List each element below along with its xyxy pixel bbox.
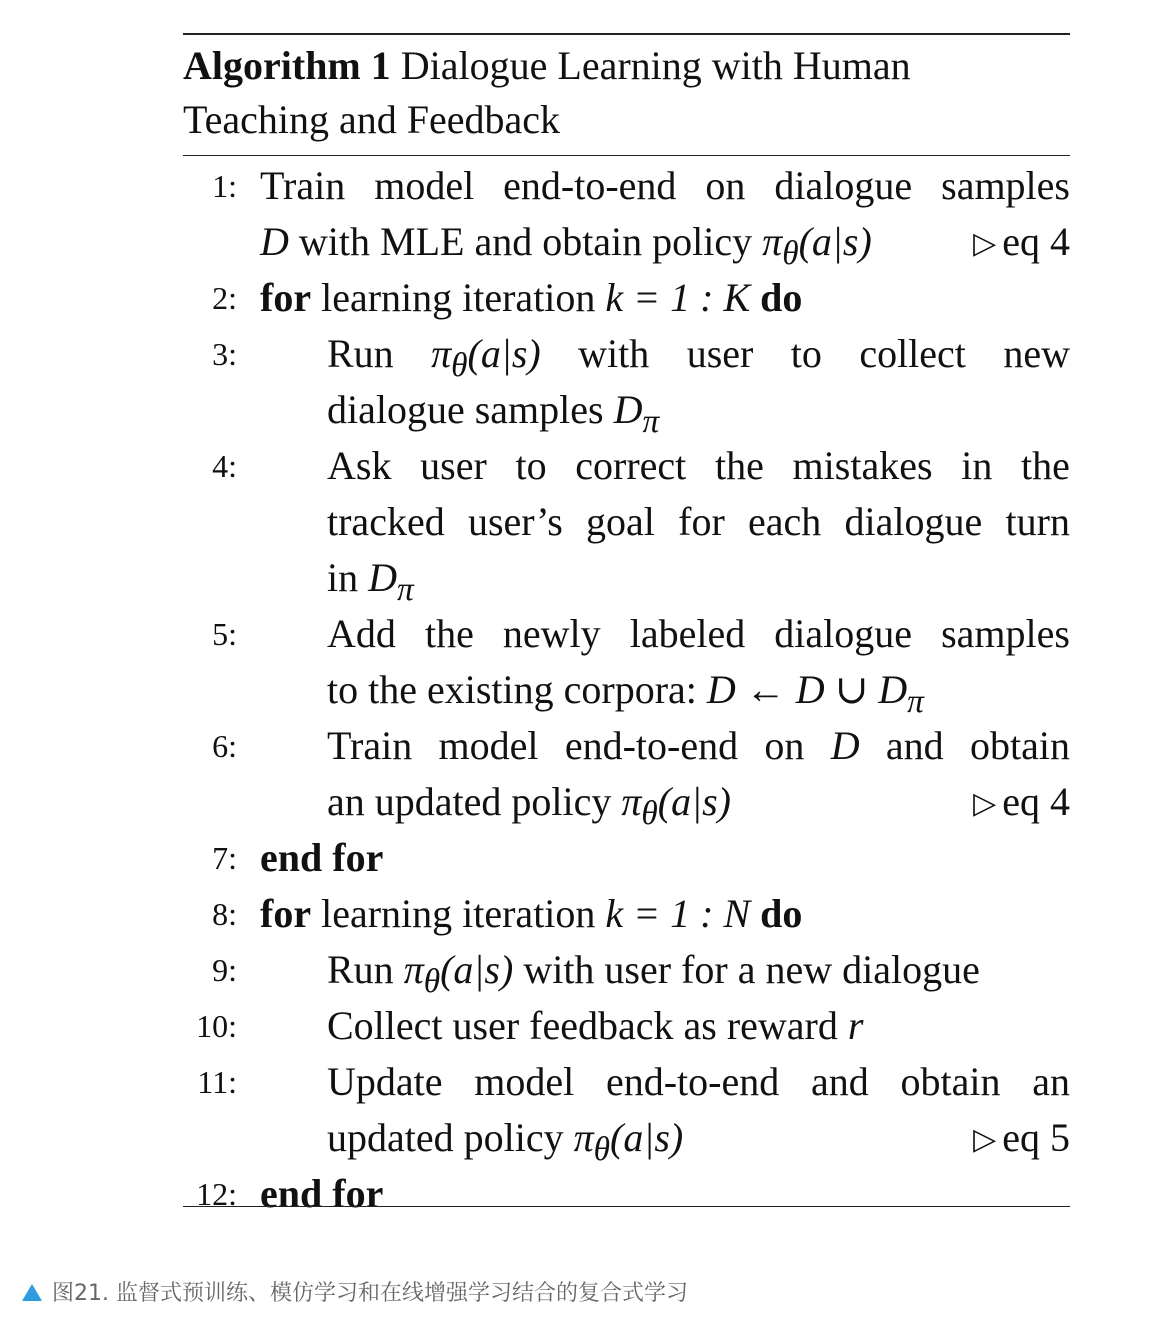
step-11-line-1: 11: Update model end-to-end and obtain an (197, 1059, 1070, 1104)
step-10-line-1: 10: Collect user feedback as reward r (196, 1003, 864, 1048)
algorithm-steps (183, 156, 1070, 1216)
comment: ▷ eq 4 (973, 219, 1070, 264)
bottom-rule (183, 1206, 1070, 1207)
math-d: D (260, 219, 289, 264)
step-7-line-1: 7: end for (183, 830, 1070, 886)
figure-caption (22, 1276, 688, 1307)
step-4-line-2: tracked user’s goal for each dialogue turn (327, 499, 1070, 544)
triangle-icon (22, 1284, 42, 1301)
step-8-line-1: 8: for learning iteration k = 1 : N do (212, 891, 803, 936)
step-11-line-2: updated policy $\pi_\theta(a|s)$ ▷ eq 5 (183, 1110, 1070, 1166)
math-range: k = 1 : K (605, 275, 751, 320)
keyword-for: for (260, 891, 312, 936)
step-text: Train model end-to-end on dialogue samples (260, 163, 1070, 208)
step-4-line-3: in $D_\pi$ (327, 555, 414, 608)
algorithm-title-line1: Dialogue Learning with Human (400, 43, 911, 88)
step-1-line-2: D with MLE and obtain policy $\pi_\theta(a|s)$ ▷ eq 4 (183, 214, 1070, 270)
keyword-end-for: end for (260, 835, 384, 880)
step-3-line-2: dialogue samples $D_\pi$ (327, 387, 660, 440)
keyword-end-for: end for (260, 1171, 384, 1216)
keyword-do: do (760, 275, 803, 320)
algorithm-box (183, 33, 1070, 1216)
step-5-line-2: to the existing corpora: D ← D ∪ $D_\pi$ (327, 667, 924, 720)
step-6-line-2: an updated policy $\pi_\theta(a|s)$ ▷ eq 4 (183, 774, 1070, 830)
step-number: 1: (212, 168, 237, 204)
algorithm-title-line2: Teaching and Feedback (183, 97, 561, 142)
step-1-line-1 (183, 158, 1070, 214)
caption-text: 图21. 监督式预训练、模仿学习和在线增强学习结合的复合式学习 (52, 1281, 688, 1306)
keyword-do: do (760, 891, 803, 936)
step-12-line-1: 12: end for (183, 1166, 1070, 1222)
math-policy: $\pi_\theta(a|s)$ (762, 219, 872, 272)
step-5-line-1: 5: Add the newly labeled dialogue samples (212, 611, 1070, 656)
keyword-for: for (260, 275, 312, 320)
step-2-line-1: 2: for learning iteration k = 1 : K do (212, 275, 803, 320)
step-6-line-1: 6: Train model end-to-end on D and obtain (212, 723, 1070, 768)
step-3-line-1: 3: Run $\pi_\theta(a|s)$ with user to collect new (212, 331, 1070, 384)
algorithm-label: Algorithm 1 (183, 43, 391, 88)
comment: ▷ eq 4 (973, 779, 1070, 824)
algorithm-title (183, 39, 1070, 147)
top-rule (183, 33, 1070, 35)
step-4-line-1: 4: Ask user to correct the mistakes in the (212, 443, 1070, 488)
step-9-line-1: 9: Run $\pi_\theta(a|s)$ with user for a new dialogue (212, 947, 980, 1000)
comment: ▷ eq 5 (973, 1115, 1070, 1160)
